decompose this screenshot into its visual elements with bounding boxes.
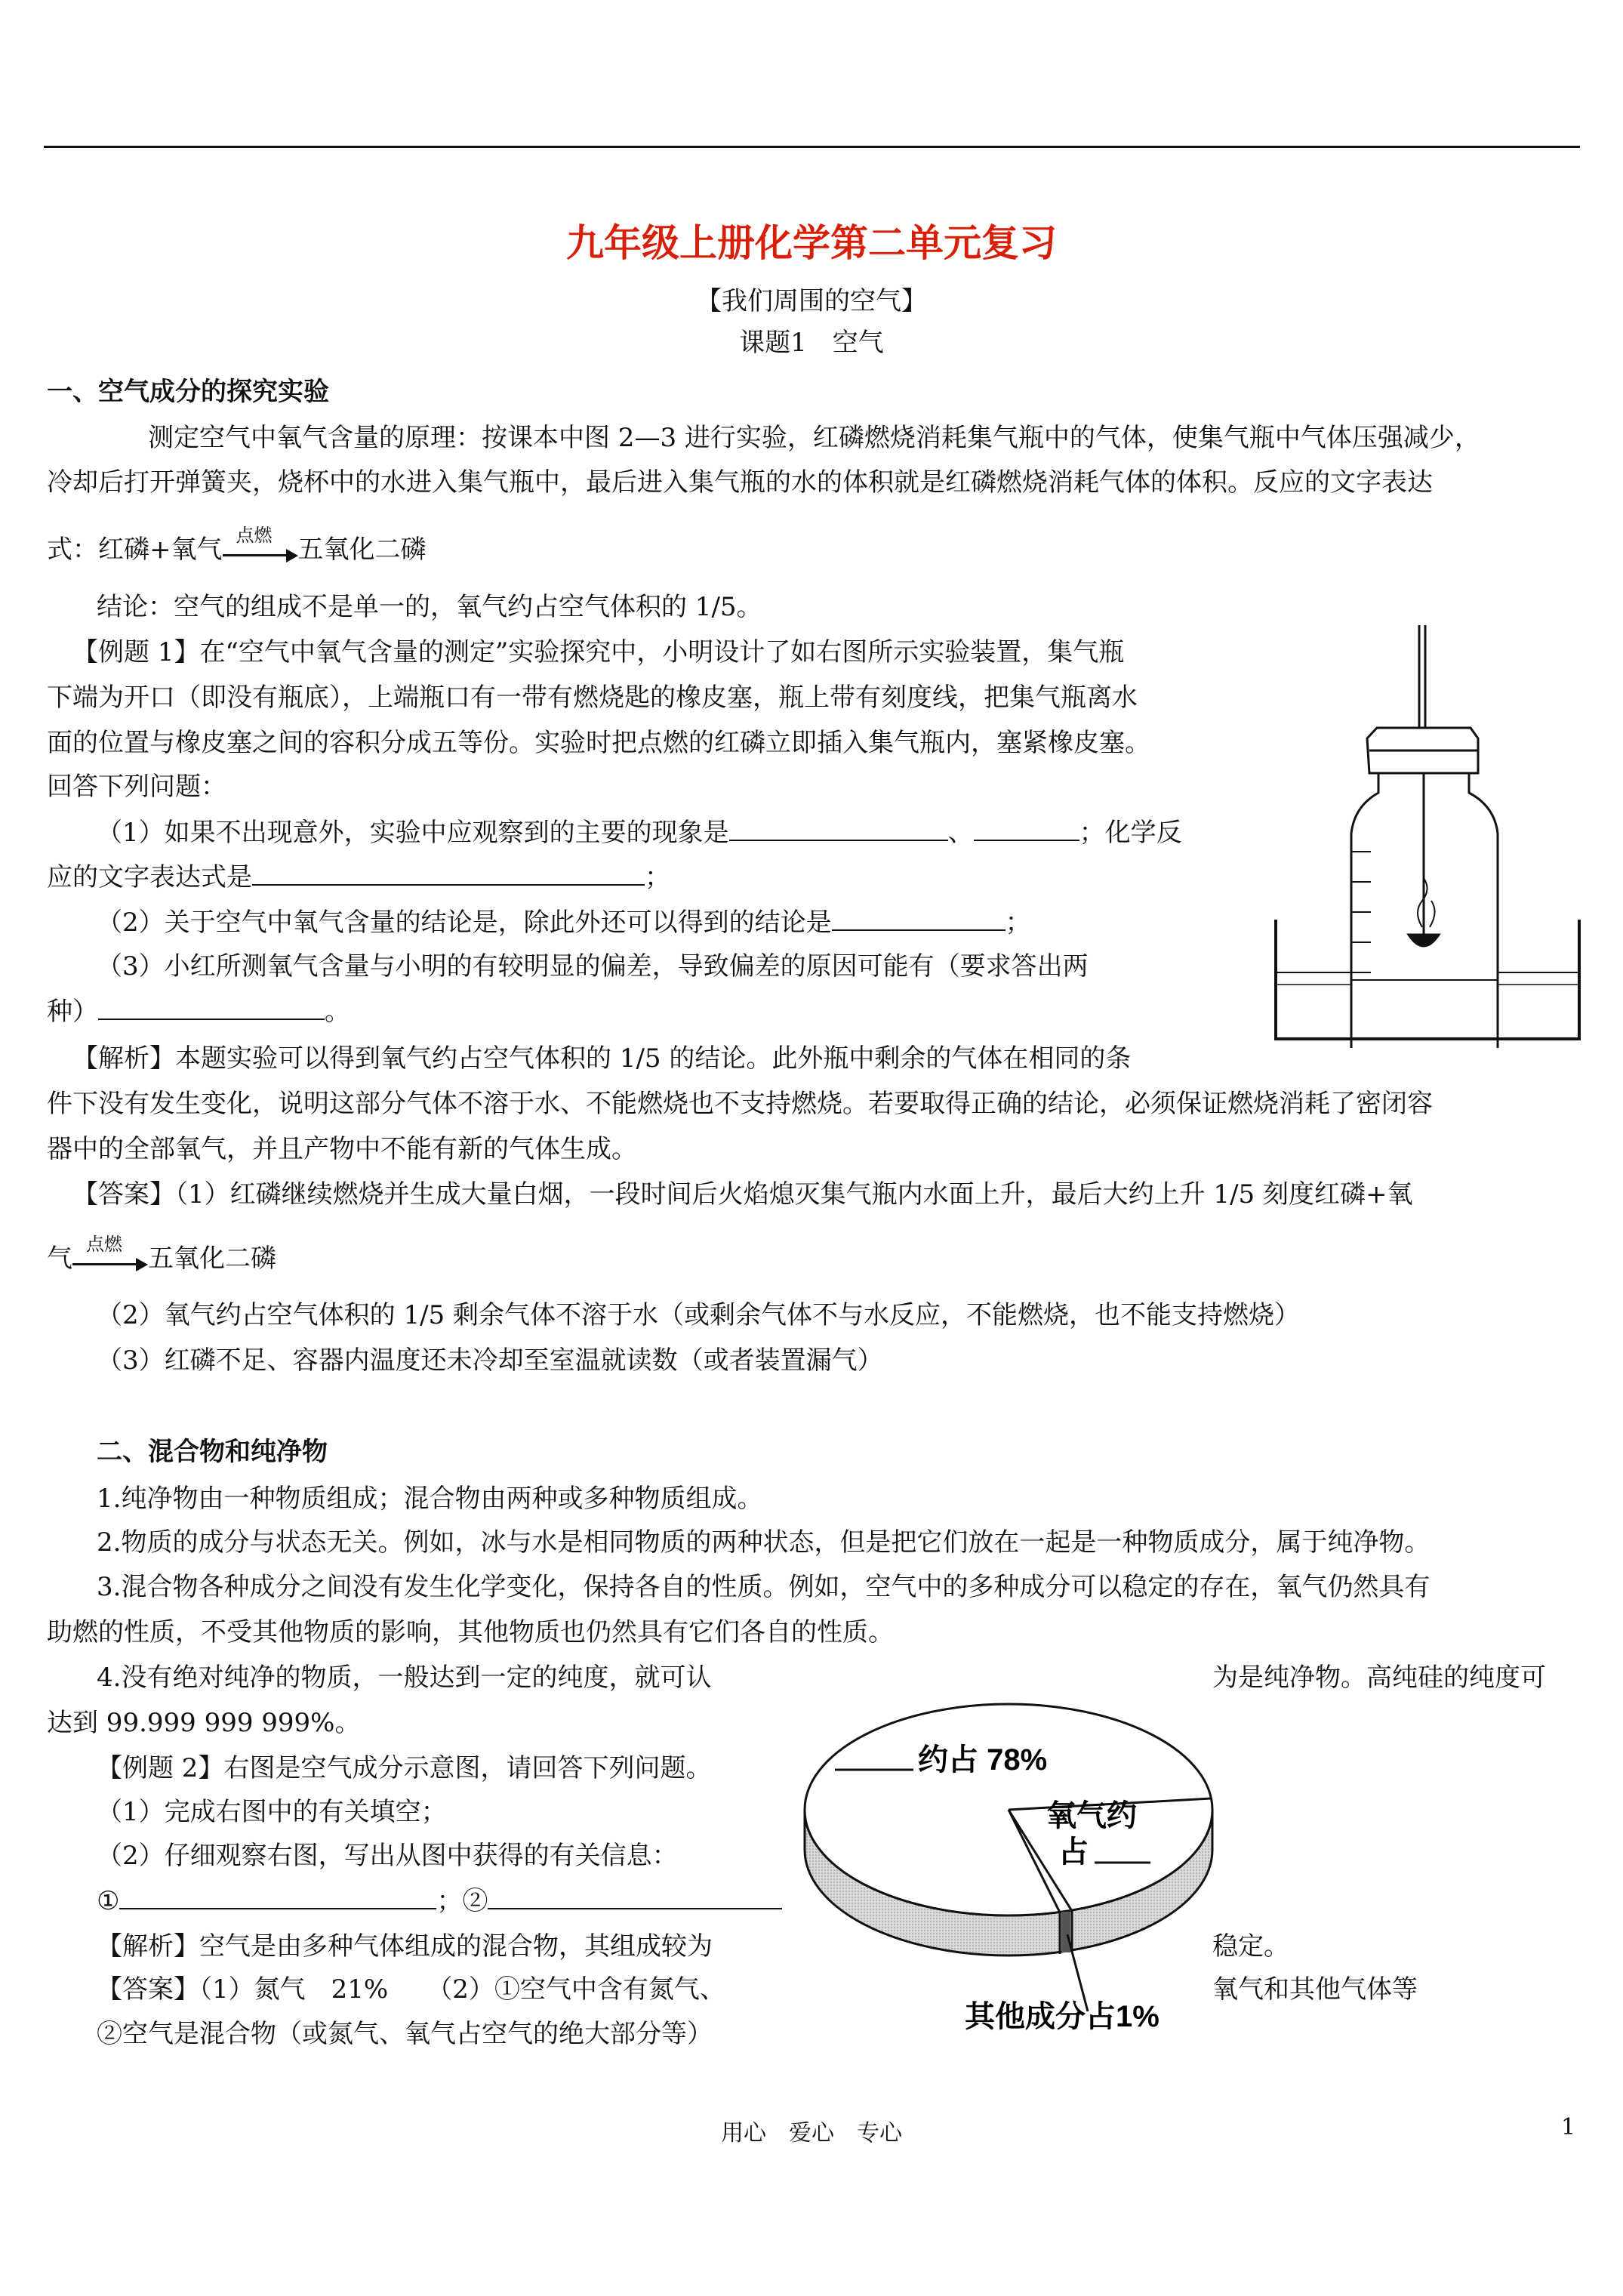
page-number: 1 [1561,2114,1576,2140]
answer-blank[interactable] [119,1885,436,1909]
pie-label-oxygen: 占 [1058,1835,1089,1869]
lesson-heading: 课题1 空气 [739,328,884,358]
reaction-arrow [72,1234,148,1275]
question1-cont [47,861,670,894]
question3-cont [47,995,350,1028]
example2-blanks [97,1885,782,1918]
answer-blank[interactable] [729,817,948,841]
answer-blank[interactable] [488,1885,782,1909]
question1 [97,816,1182,849]
answer-equation [47,1234,276,1275]
analysis2-b: 稳定。 [1212,1931,1289,1962]
point4-line: 4.没有绝对纯净的物质，一般达到一定的纯度，就可认 [97,1663,712,1693]
equation-product: 五氧化二磷 [297,535,427,565]
reaction-condition: 点燃 [86,1234,122,1255]
footer-motto: 用心 爱心 专心 [721,2120,902,2147]
point3-line: 3.混合物各种成分之间没有发生化学变化，保持各自的性质。例如，空气中的多种成分可以稳定的存在，氧气仍然具有 [97,1572,1431,1602]
question1-text: （1）如果不出现意外，实验中应观察到的主要的现象是 [97,818,729,848]
question1-text: ；化学反 [1079,818,1182,848]
question1-end: ； [645,862,670,892]
analysis-line: 【解析】本题实验可以得到氧气约占空气体积的 1/5 的结论。此外瓶中剩余的气体在相同的条 [72,1043,1132,1074]
analysis2-a: 【解析】空气是由多种气体组成的混合物，其组成较为 [97,1931,713,1962]
answer-line: 【答案】（1）红磷继续燃烧并生成大量白烟，一段时间后火焰熄灭集气瓶内水面上升，最后大约上升 1/5 刻度红磷+氧 [72,1179,1413,1210]
unit-heading: 【我们周围的空气】 [696,286,927,316]
circled-two: ；② [436,1886,488,1916]
header-rule [44,146,1580,148]
answer-line: （2）氧气约占空气体积的 1/5 剩余气体不溶于水（或剩余气体不与水反应，不能燃烧，也不能支持燃烧） [97,1300,1300,1330]
question1-text: 应的文字表达式是 [47,862,252,892]
answer-blank[interactable] [98,996,325,1020]
answer-line: （3）红磷不足、容器内温度还未冷却至室温就读数（或者装置漏气） [97,1345,883,1376]
principle-line: 测定空气中氧气含量的原理：按课本中图 2—3 进行实验，红磷燃烧消耗集气瓶中的气体，使集气瓶中气体压强减少， [148,423,1480,453]
point2: 2.物质的成分与状态无关。例如，冰与水是相同物质的两种状态，但是把它们放在一起是一种物质成分，属于纯净物。 [97,1527,1431,1558]
apparatus-figure [1273,625,1582,1048]
reaction-arrow [223,525,298,566]
word-equation [47,525,427,566]
answer2-b: 氧气和其他气体等 [1212,1974,1418,2005]
answer2-line: ②空气是混合物（或氮气、氧气占空气的绝大部分等） [97,2019,713,2049]
question2 [97,906,1031,939]
answer2-a: 【答案】（1）氮气 21% （2）①空气中含有氮气、 [97,1974,725,2005]
question3-text: 种） [47,997,98,1027]
question3-end: 。 [325,997,350,1027]
analysis-line: 器中的全部氧气，并且产物中不能有新的气体生成。 [47,1134,637,1164]
point1: 1.纯净物由一种物质组成；混合物由两种或多种物质组成。 [97,1484,763,1514]
example2-q1: （1）完成右图中的有关填空； [97,1797,447,1827]
example1-line: 下端为开口（即没有瓶底），上端瓶口有一带有燃烧匙的橡皮塞，瓶上带有刻度线，把集气瓶离水 [47,683,1138,713]
answer-blank[interactable] [974,817,1079,841]
example1-line: 回答下列问题： [47,772,226,802]
point4-line: 为是纯净物。高纯硅的纯度可 [1212,1663,1546,1693]
analysis-line: 件下没有发生变化，说明这部分气体不溶于水、不能燃烧也不支持燃烧。若要取得正确的结论，必须保证燃烧消耗了密闭容 [47,1089,1433,1119]
air-composition-pie [797,1685,1220,2032]
reaction-condition: 点燃 [236,525,273,546]
equation-product: 五氧化二磷 [148,1244,276,1274]
example2: 【例题 2】右图是空气成分示意图，请回答下列问题。 [97,1753,712,1783]
question3-line: （3）小红所测氧气含量与小明的有较明显的偏差，导致偏差的原因可能有（要求答出两 [97,951,1089,982]
equation-reactants: 式：红磷+氧气 [47,535,223,565]
conclusion: 结论：空气的组成不是单一的，氧气约占空气体积的 1/5。 [97,592,762,622]
example2-q2: （2）仔细观察右图，写出从图中获得的有关信息： [97,1841,678,1871]
example1-line: 面的位置与橡皮塞之间的容积分成五等份。实验时把点燃的红磷立即插入集气瓶内，塞紧橡皮塞。 [47,728,1150,758]
equation-reactants: 气 [47,1244,72,1274]
pie-label-nitrogen: 约占 78% [918,1743,1048,1777]
page-title: 九年级上册化学第二单元复习 [566,220,1057,265]
pie-label-other: 其他成分占1% [965,2000,1160,2032]
pie-label-oxygen: 氧气约 [1046,1799,1137,1832]
point3-line: 助燃的性质，不受其他物质的影响，其他物质也仍然具有它们各自的性质。 [47,1617,894,1647]
answer-blank[interactable] [832,907,1006,931]
question1-sep: 、 [947,818,974,848]
answer-blank[interactable] [252,861,645,886]
section2-heading: 二、混合物和纯净物 [97,1437,328,1467]
question2-end: ； [1005,908,1031,938]
section1-heading: 一、空气成分的探究实验 [47,377,329,407]
circled-one: ① [97,1886,120,1916]
principle-line: 冷却后打开弹簧夹，烧杯中的水进入集气瓶中，最后进入集气瓶的水的体积就是红磷燃烧消耗气体的体积。反应的文字表达 [47,467,1433,498]
question2-text: （2）关于空气中氧气含量的结论是，除此外还可以得到的结论是 [97,908,832,938]
point4-line: 达到 99.999 999 999%。 [47,1708,361,1738]
example1-line: 【例题 1】在“空气中氧气含量的测定”实验探究中，小明设计了如右图所示实验装置，集气瓶 [72,637,1125,667]
